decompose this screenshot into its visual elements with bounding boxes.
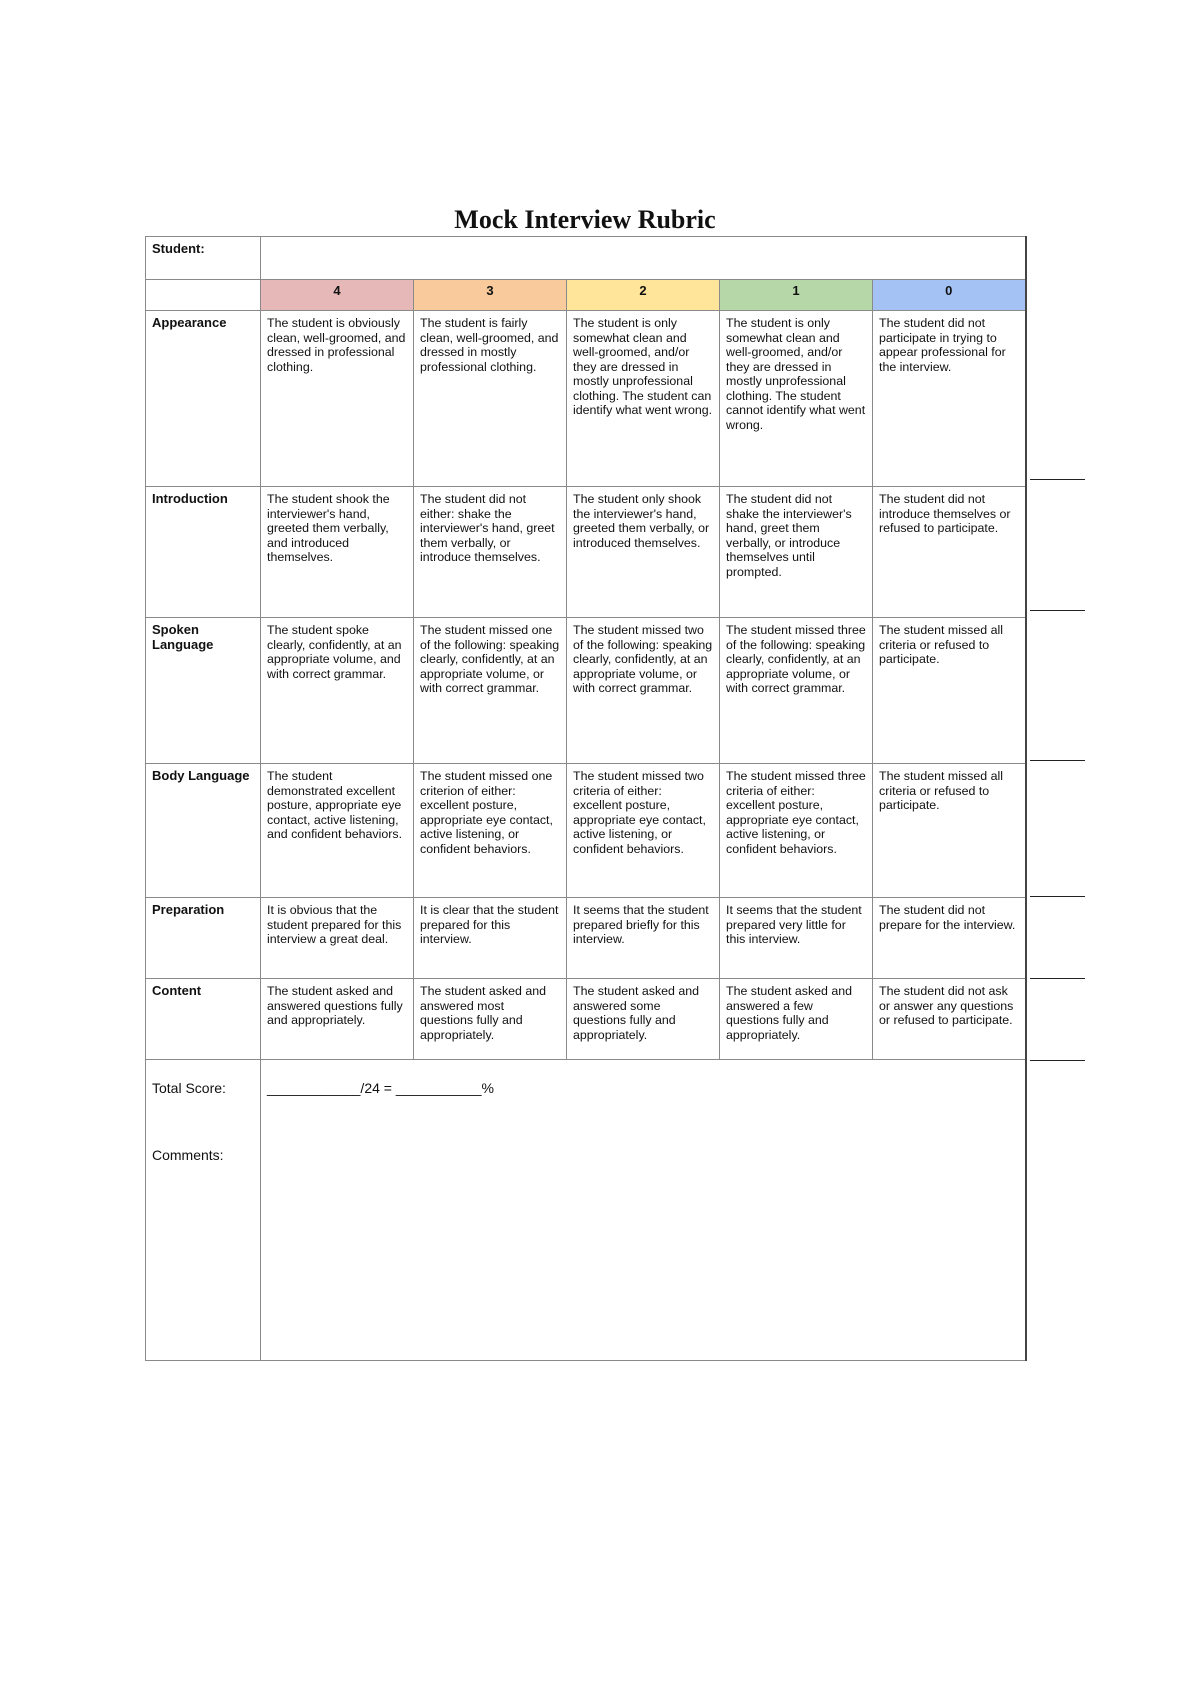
rubric-cell: The student asked and answered a few questions fully and appropriately.	[720, 979, 873, 1060]
rubric-cell: The student missed two criteria of either: excellent posture, appropriate eye contact, active listening, or confident behaviors.	[567, 764, 720, 898]
rubric-cell: The student did not either: shake the interviewer's hand, greet them verbally, or introduce themselves.	[414, 487, 567, 618]
student-name-field[interactable]	[261, 237, 1026, 280]
criterion-row-body-language	[146, 764, 1026, 898]
criterion-name: Body Language	[146, 764, 261, 898]
rubric-cell: It seems that the student prepared briefly for this interview.	[567, 898, 720, 979]
rubric-cell: The student is obviously clean, well-groomed, and dressed in professional clothing.	[261, 311, 414, 487]
rubric-cell: The student missed two of the following: speaking clearly, confidently, at an appropriate volume, or with correct grammar.	[567, 618, 720, 764]
total-comments-labels	[146, 1060, 261, 1361]
student-label: Student:	[146, 237, 261, 280]
criterion-row-appearance	[146, 311, 1026, 487]
score-header-blank	[146, 280, 261, 311]
score-header-2: 2	[567, 280, 720, 311]
total-score-formula[interactable]: ____________/24 = ___________%	[267, 1080, 494, 1096]
score-blank-line-spoken-language[interactable]	[1030, 760, 1085, 761]
criterion-name: Appearance	[146, 311, 261, 487]
criterion-row-introduction	[146, 487, 1026, 618]
criterion-row-content	[146, 979, 1026, 1060]
rubric-cell: The student demonstrated excellent posture, appropriate eye contact, active listening, and confident behaviors.	[261, 764, 414, 898]
rubric-cell: The student spoke clearly, confidently, at an appropriate volume, and with correct grammar.	[261, 618, 414, 764]
rubric-cell: The student missed three of the following: speaking clearly, confidently, at an appropriate volume, or with correct grammar.	[720, 618, 873, 764]
score-header-3: 3	[414, 280, 567, 311]
score-header-row	[146, 280, 1026, 311]
rubric-cell: The student missed one criterion of either: excellent posture, appropriate eye contact, active listening, or confident behaviors.	[414, 764, 567, 898]
rubric-cell: The student did not prepare for the interview.	[873, 898, 1026, 979]
total-comments-area[interactable]	[261, 1060, 1026, 1361]
rubric-cell: The student is fairly clean, well-groomed, and dressed in mostly professional clothing.	[414, 311, 567, 487]
rubric-cell: The student missed all criteria or refused to participate.	[873, 618, 1026, 764]
rubric-cell: The student is only somewhat clean and well-groomed, and/or they are dressed in mostly unprofessional clothing. The student can identify what went wrong.	[567, 311, 720, 487]
rubric-cell: The student asked and answered some questions fully and appropriately.	[567, 979, 720, 1060]
criterion-name: Introduction	[146, 487, 261, 618]
criterion-name: Spoken Language	[146, 618, 261, 764]
criterion-row-spoken-language	[146, 618, 1026, 764]
comments-label: Comments:	[152, 1146, 224, 1163]
page-title: Mock Interview Rubric	[454, 205, 716, 234]
rubric-cell: The student only shook the interviewer's hand, greeted them verbally, or introduced themselves.	[567, 487, 720, 618]
rubric-cell: The student asked and answered most questions fully and appropriately.	[414, 979, 567, 1060]
score-blank-line-appearance[interactable]	[1030, 479, 1085, 480]
student-row	[146, 237, 1026, 280]
score-header-1: 1	[720, 280, 873, 311]
score-header-0: 0	[873, 280, 1026, 311]
total-comments-row	[146, 1060, 1026, 1361]
rubric-cell: The student missed three criteria of either: excellent posture, appropriate eye contact, active listening, or confident behaviors.	[720, 764, 873, 898]
rubric-cell: It seems that the student prepared very little for this interview.	[720, 898, 873, 979]
score-blank-line-introduction[interactable]	[1030, 610, 1085, 611]
total-score-label: Total Score:	[152, 1080, 226, 1096]
rubric-table	[145, 236, 1027, 1361]
rubric-cell: The student did not participate in trying to appear professional for the interview.	[873, 311, 1026, 487]
rubric-cell: The student did not introduce themselves or refused to participate.	[873, 487, 1026, 618]
criterion-name: Content	[146, 979, 261, 1060]
rubric-cell: The student did not ask or answer any questions or refused to participate.	[873, 979, 1026, 1060]
rubric-cell: The student missed one of the following: speaking clearly, confidently, at an appropriate volume, or with correct grammar.	[414, 618, 567, 764]
score-blank-line-preparation[interactable]	[1030, 978, 1085, 979]
criterion-name: Preparation	[146, 898, 261, 979]
rubric-cell: The student asked and answered questions fully and appropriately.	[261, 979, 414, 1060]
rubric-cell: The student missed all criteria or refused to participate.	[873, 764, 1026, 898]
score-blank-line-content[interactable]	[1030, 1060, 1085, 1061]
score-header-4: 4	[261, 280, 414, 311]
rubric-cell: The student did not shake the interviewer's hand, greet them verbally, or introduce themselves until prompted.	[720, 487, 873, 618]
score-blank-line-body-language[interactable]	[1030, 896, 1085, 897]
rubric-cell: The student is only somewhat clean and well-groomed, and/or they are dressed in mostly unprofessional clothing. The student cannot identify what went wrong.	[720, 311, 873, 487]
rubric-cell: It is clear that the student prepared for this interview.	[414, 898, 567, 979]
rubric-cell: The student shook the interviewer's hand, greeted them verbally, and introduced themselves.	[261, 487, 414, 618]
rubric-cell: It is obvious that the student prepared for this interview a great deal.	[261, 898, 414, 979]
criterion-row-preparation	[146, 898, 1026, 979]
